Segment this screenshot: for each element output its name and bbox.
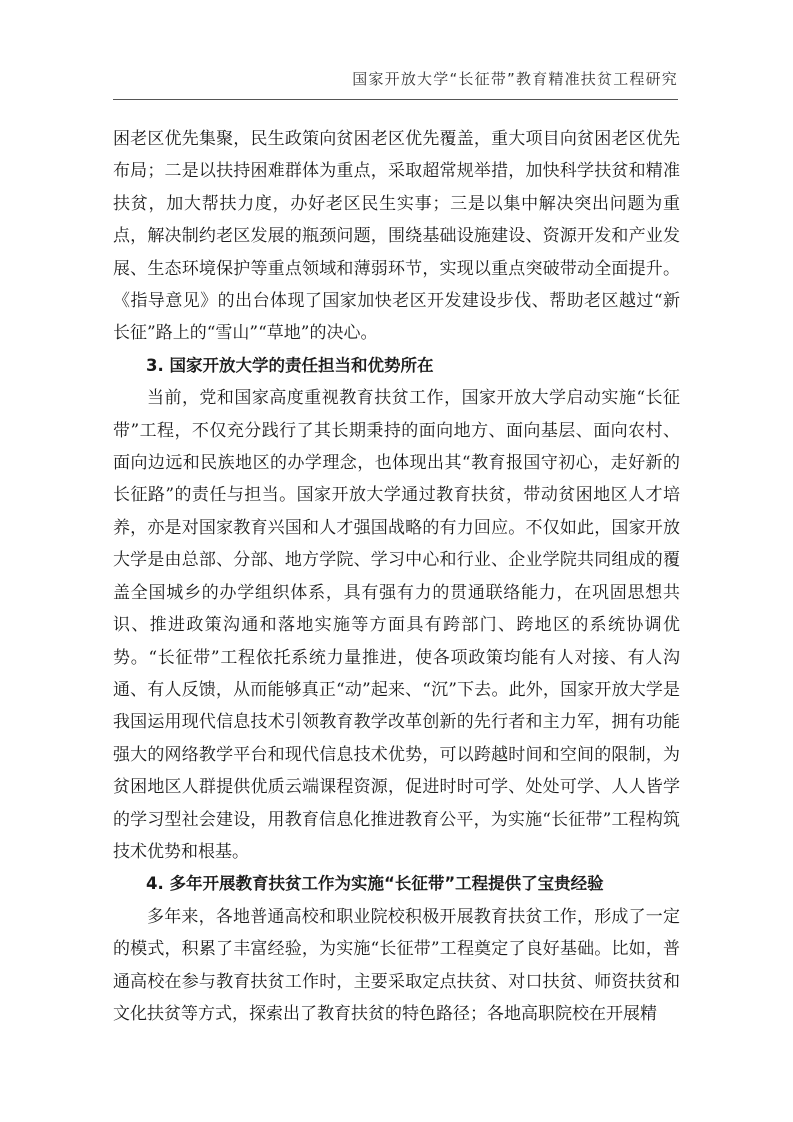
- paragraph-experience: 多年来，各地普通高校和职业院校积极开展教育扶贫工作，形成了一定的模式，积累了丰富经验，为实施“长征带”工程奠定了良好基础。比如，普通高校在参与教育扶贫工作时，主要采取定点扶贫、对口扶贫、师资扶贫和文化扶贫等方式，探索出了教育扶贫的特色路径；各地高职院校在开展精: [113, 906, 680, 1024]
- header-rule: [113, 99, 678, 100]
- paragraph-responsibility: 当前，党和国家高度重视教育扶贫工作，国家开放大学启动实施“长征带”工程，不仅充分践行了其长期秉持的面向地方、面向基层、面向农村、面向边远和民族地区的办学理念，也体现出其“教育报国守初心，走好新的长征路”的责任与担当。国家开放大学通过教育扶贫，带动贫困地区人才培养，亦是对国家教育兴国和人才强国战略的有力回应。不仅如此，国家开放大学是由总部、分部、地方学院、学习中心和行业、企业学院共同组成的覆盖全国城乡的办学组织体系，具有强有力的贯通联络能力，在巩固思想共识、推进政策沟通和落地实施等方面具有跨部门、跨地区的系统协调优势。“长征带”工程依托系统力量推进，使各项政策均能有人对接、有人沟通、有人反馈，从而能够真正“动”起来、“沉”下去。此外，国家开放大学是我国运用现代信息技术引领教育教学改革创新的先行者和主力军，拥有功能强大的网络教学平台和现代信息技术优势，可以跨越时间和空间的限制，为贫困地区人群提供优质云端课程资源，促进时时可学、处处可学、人人皆学的学习型社会建设，用教育信息化推进教育公平，为实施“长征带”工程构筑技术优势和根基。: [113, 388, 680, 862]
- section-heading-3: 3. 国家开放大学的责任担当和优势所在: [146, 355, 434, 375]
- section-heading-4: 4. 多年开展教育扶贫工作为实施“长征带”工程提供了宝贵经验: [146, 874, 604, 894]
- page-body: [113, 123, 680, 1030]
- paragraph-continued: 困老区优先集聚，民生政策向贫困老区优先覆盖，重大项目向贫困老区优先布局；二是以扶持困难群体为重点，采取超常规举措，加快科学扶贫和精准扶贫，加大帮扶力度，办好老区民生实事；三是以集中解决突出问题为重点，解决制约老区发展的瓶颈问题，围绕基础设施建设、资源开发和产业发展、生态环境保护等重点领域和薄弱环节，实现以重点突破带动全面提升。《指导意见》的出台体现了国家加快老区开发建设步伐、帮助老区越过“新长征”路上的“雪山”“草地”的决心。: [113, 129, 680, 344]
- running-header: 国家开放大学“长征带”教育精准扶贫工程研究: [352, 70, 678, 88]
